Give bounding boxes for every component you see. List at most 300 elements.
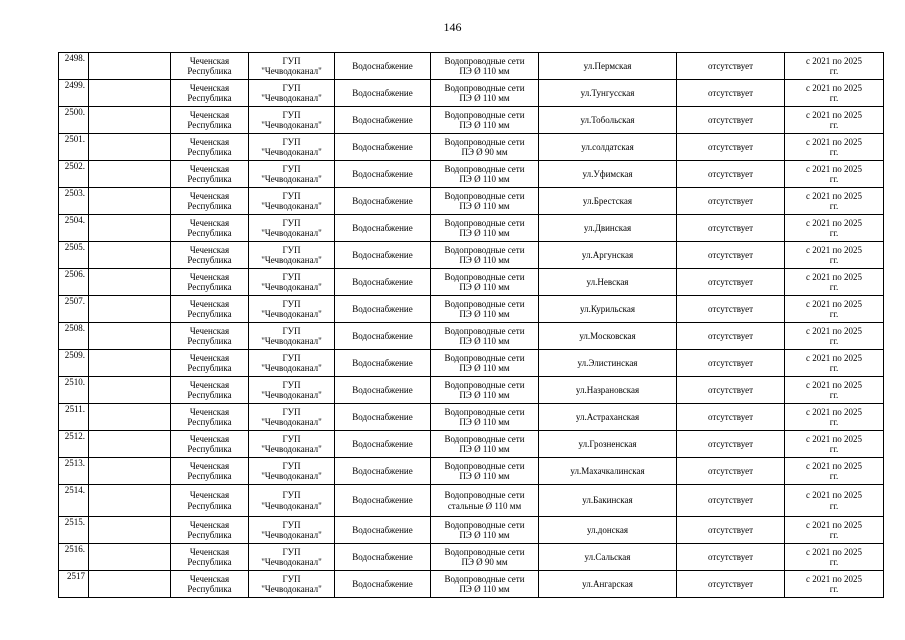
street-cell: ул.Махачкалинская (539, 458, 677, 485)
object-cell-line-2: ПЭ Ø 110 мм (459, 471, 510, 481)
period-cell (785, 458, 884, 485)
object-cell (431, 215, 539, 242)
service-cell: Водоснабжение (335, 161, 431, 188)
object-cell-line-2: ПЭ Ø 110 мм (459, 444, 510, 454)
region-cell (171, 215, 249, 242)
period-cell-line-2: гг. (829, 417, 839, 427)
object-cell (431, 161, 539, 188)
status-cell: отсутствует (677, 485, 785, 517)
empty-cell (89, 517, 171, 544)
organization-cell-line-2: "Чечводоканал" (261, 444, 322, 454)
row-number-cell: 2515. (59, 517, 89, 544)
region-cell (171, 107, 249, 134)
period-cell-line-1: с 2021 по 2025 (805, 573, 863, 584)
service-cell: Водоснабжение (335, 242, 431, 269)
object-cell-line-2: ПЭ Ø 110 мм (459, 363, 510, 373)
street-cell: ул.Бакинская (539, 485, 677, 517)
organization-cell (249, 323, 335, 350)
row-number-cell: 2508. (59, 323, 89, 350)
object-cell-line-2: ПЭ Ø 110 мм (459, 174, 510, 184)
table-row (59, 215, 884, 242)
empty-cell (89, 571, 171, 598)
region-cell-line-1: Чеченская (189, 406, 230, 417)
object-cell-line-1: Водопроводные сети (444, 433, 525, 444)
object-cell-line-1: Водопроводные сети (444, 573, 525, 584)
organization-cell-line-2: "Чечводоканал" (261, 228, 322, 238)
organization-cell-line-1: ГУП (282, 460, 301, 471)
organization-cell-line-1: ГУП (282, 352, 301, 363)
status-cell: отсутствует (677, 377, 785, 404)
region-cell (171, 485, 249, 517)
object-cell (431, 107, 539, 134)
empty-cell (89, 269, 171, 296)
region-cell-line-1: Чеченская (189, 379, 230, 390)
street-cell: ул.Московская (539, 323, 677, 350)
service-cell: Водоснабжение (335, 350, 431, 377)
table-row (59, 188, 884, 215)
period-cell (785, 107, 884, 134)
organization-cell (249, 350, 335, 377)
object-cell-line-1: Водопроводные сети (444, 352, 525, 363)
region-cell-line-1: Чеченская (189, 298, 230, 309)
organization-cell (249, 53, 335, 80)
region-cell (171, 53, 249, 80)
period-cell-line-1: с 2021 по 2025 (805, 271, 863, 282)
region-cell-line-2: Республика (187, 530, 232, 540)
empty-cell (89, 80, 171, 107)
empty-cell (89, 544, 171, 571)
organization-cell-line-2: "Чечводоканал" (261, 390, 322, 400)
region-cell-line-2: Республика (187, 228, 232, 238)
street-cell: ул.Брестская (539, 188, 677, 215)
region-cell-line-1: Чеченская (189, 573, 230, 584)
street-cell: ул.Пермская (539, 53, 677, 80)
object-cell-line-1: Водопроводные сети (444, 55, 525, 66)
organization-cell-line-2: "Чечводоканал" (261, 282, 322, 292)
organization-cell-line-1: ГУП (282, 217, 301, 228)
organization-cell (249, 80, 335, 107)
period-cell-line-1: с 2021 по 2025 (805, 136, 863, 147)
row-number-cell: 2511. (59, 404, 89, 431)
status-cell: отсутствует (677, 571, 785, 598)
period-cell-line-1: с 2021 по 2025 (805, 519, 863, 530)
organization-cell-line-1: ГУП (282, 325, 301, 336)
organization-cell-line-2: "Чечводоканал" (261, 500, 322, 511)
object-cell-line-1: Водопроводные сети (444, 406, 525, 417)
row-number-cell: 2501. (59, 134, 89, 161)
object-cell-line-2: ПЭ Ø 90 мм (461, 147, 508, 157)
status-cell: отсутствует (677, 53, 785, 80)
period-cell (785, 134, 884, 161)
period-cell (785, 188, 884, 215)
object-cell (431, 544, 539, 571)
object-cell (431, 296, 539, 323)
table-row (59, 161, 884, 188)
region-cell-line-2: Республика (187, 584, 232, 594)
region-cell (171, 269, 249, 296)
period-cell (785, 242, 884, 269)
region-cell (171, 404, 249, 431)
service-cell: Водоснабжение (335, 296, 431, 323)
organization-cell (249, 485, 335, 517)
period-cell-line-2: гг. (829, 255, 839, 265)
object-cell-line-1: Водопроводные сети (444, 82, 525, 93)
row-number-cell: 2500. (59, 107, 89, 134)
organization-cell-line-2: "Чечводоканал" (261, 584, 322, 594)
period-cell-line-2: гг. (829, 282, 839, 292)
region-cell-line-2: Республика (187, 471, 232, 481)
period-cell (785, 404, 884, 431)
period-cell (785, 571, 884, 598)
region-cell-line-2: Республика (187, 201, 232, 211)
region-cell-line-1: Чеченская (189, 136, 230, 147)
period-cell-line-2: гг. (829, 93, 839, 103)
period-cell-line-2: гг. (829, 584, 839, 594)
service-cell: Водоснабжение (335, 215, 431, 242)
region-cell-line-2: Республика (187, 174, 232, 184)
object-cell-line-2: ПЭ Ø 110 мм (459, 309, 510, 319)
organization-cell-line-2: "Чечводоканал" (261, 147, 322, 157)
object-cell (431, 431, 539, 458)
service-cell: Водоснабжение (335, 571, 431, 598)
organization-cell-line-1: ГУП (282, 298, 301, 309)
period-cell-line-2: гг. (829, 471, 839, 481)
object-cell (431, 404, 539, 431)
street-cell: ул.Курильская (539, 296, 677, 323)
organization-cell-line-2: "Чечводоканал" (261, 363, 322, 373)
period-cell-line-2: гг. (829, 390, 839, 400)
period-cell-line-1: с 2021 по 2025 (805, 460, 863, 471)
object-cell (431, 350, 539, 377)
object-cell-line-2: ПЭ Ø 110 мм (459, 336, 510, 346)
service-cell: Водоснабжение (335, 377, 431, 404)
region-cell-line-1: Чеченская (189, 190, 230, 201)
period-cell-line-2: гг. (829, 120, 839, 130)
object-cell-line-2: ПЭ Ø 110 мм (459, 201, 510, 211)
region-cell-line-1: Чеченская (189, 163, 230, 174)
service-cell: Водоснабжение (335, 404, 431, 431)
street-cell: ул.Аргунская (539, 242, 677, 269)
organization-cell (249, 571, 335, 598)
period-cell-line-2: гг. (829, 201, 839, 211)
street-cell: ул.Невская (539, 269, 677, 296)
empty-cell (89, 323, 171, 350)
organization-cell-line-2: "Чечводоканал" (261, 557, 322, 567)
row-number-cell: 2510. (59, 377, 89, 404)
status-cell: отсутствует (677, 161, 785, 188)
street-cell: ул.Сальская (539, 544, 677, 571)
region-cell-line-2: Республика (187, 444, 232, 454)
period-cell-line-2: гг. (829, 147, 839, 157)
period-cell-line-2: гг. (829, 336, 839, 346)
region-cell (171, 544, 249, 571)
region-cell-line-1: Чеченская (189, 217, 230, 228)
row-number-cell: 2505. (59, 242, 89, 269)
empty-cell (89, 458, 171, 485)
status-cell: отсутствует (677, 269, 785, 296)
service-cell: Водоснабжение (335, 107, 431, 134)
object-cell-line-2: ПЭ Ø 110 мм (459, 390, 510, 400)
object-cell (431, 188, 539, 215)
object-cell-line-2: ПЭ Ø 110 мм (459, 93, 510, 103)
organization-cell-line-2: "Чечводоканал" (261, 530, 322, 540)
object-cell (431, 53, 539, 80)
row-number-cell: 2513. (59, 458, 89, 485)
organization-cell (249, 377, 335, 404)
row-number-cell: 2516. (59, 544, 89, 571)
object-cell-line-1: Водопроводные сети (444, 136, 525, 147)
period-cell-line-1: с 2021 по 2025 (805, 190, 863, 201)
region-cell-line-2: Республика (187, 255, 232, 265)
row-number-cell: 2503. (59, 188, 89, 215)
region-cell-line-2: Республика (187, 500, 232, 511)
period-cell (785, 517, 884, 544)
empty-cell (89, 485, 171, 517)
status-cell: отсутствует (677, 431, 785, 458)
table-row (59, 269, 884, 296)
period-cell-line-2: гг. (829, 530, 839, 540)
period-cell-line-2: гг. (829, 363, 839, 373)
organization-cell-line-1: ГУП (282, 519, 301, 530)
period-cell-line-1: с 2021 по 2025 (805, 298, 863, 309)
status-cell: отсутствует (677, 107, 785, 134)
object-cell-line-2: ПЭ Ø 110 мм (459, 530, 510, 540)
row-number-cell: 2502. (59, 161, 89, 188)
organization-cell-line-2: "Чечводоканал" (261, 120, 322, 130)
status-cell: отсутствует (677, 215, 785, 242)
organization-cell (249, 544, 335, 571)
row-number-cell: 2507. (59, 296, 89, 323)
region-cell-line-2: Республика (187, 147, 232, 157)
organization-cell (249, 269, 335, 296)
table-row (59, 242, 884, 269)
table-row (59, 296, 884, 323)
region-cell (171, 571, 249, 598)
region-cell-line-2: Республика (187, 66, 232, 76)
empty-cell (89, 242, 171, 269)
table-row (59, 53, 884, 80)
region-cell (171, 458, 249, 485)
empty-cell (89, 404, 171, 431)
period-cell (785, 544, 884, 571)
organization-cell-line-1: ГУП (282, 433, 301, 444)
region-cell-line-2: Республика (187, 417, 232, 427)
organization-cell-line-1: ГУП (282, 271, 301, 282)
status-cell: отсутствует (677, 458, 785, 485)
period-cell-line-2: гг. (829, 444, 839, 454)
organization-cell-line-2: "Чечводоканал" (261, 255, 322, 265)
region-cell-line-1: Чеченская (189, 519, 230, 530)
table-row (59, 458, 884, 485)
object-cell-line-1: Водопроводные сети (444, 460, 525, 471)
region-cell-line-2: Республика (187, 557, 232, 567)
table-row (59, 544, 884, 571)
empty-cell (89, 134, 171, 161)
object-cell-line-1: Водопроводные сети (444, 298, 525, 309)
empty-cell (89, 350, 171, 377)
region-cell-line-2: Республика (187, 93, 232, 103)
period-cell-line-2: гг. (829, 309, 839, 319)
organization-cell (249, 242, 335, 269)
street-cell: ул.Уфимская (539, 161, 677, 188)
organization-cell (249, 134, 335, 161)
region-cell-line-2: Республика (187, 363, 232, 373)
period-cell (785, 215, 884, 242)
organization-cell (249, 107, 335, 134)
object-cell (431, 269, 539, 296)
period-cell (785, 269, 884, 296)
service-cell: Водоснабжение (335, 517, 431, 544)
row-number-cell: 2509. (59, 350, 89, 377)
row-number-cell: 2512. (59, 431, 89, 458)
period-cell-line-1: с 2021 по 2025 (805, 244, 863, 255)
service-cell: Водоснабжение (335, 544, 431, 571)
period-cell-line-1: с 2021 по 2025 (805, 406, 863, 417)
street-cell: ул.Назрановская (539, 377, 677, 404)
period-cell-line-1: с 2021 по 2025 (805, 163, 863, 174)
object-cell-line-2: ПЭ Ø 110 мм (459, 120, 510, 130)
object-cell-line-2: стальные Ø 110 мм (447, 500, 522, 511)
organization-cell-line-2: "Чечводоканал" (261, 336, 322, 346)
period-cell-line-2: гг. (829, 557, 839, 567)
registry-table (58, 52, 884, 598)
organization-cell-line-1: ГУП (282, 546, 301, 557)
table-row (59, 350, 884, 377)
service-cell: Водоснабжение (335, 269, 431, 296)
organization-cell (249, 215, 335, 242)
table-row (59, 485, 884, 517)
period-cell-line-1: с 2021 по 2025 (805, 55, 863, 66)
region-cell (171, 80, 249, 107)
organization-cell (249, 404, 335, 431)
street-cell: ул.Астраханская (539, 404, 677, 431)
region-cell (171, 242, 249, 269)
street-cell: ул.Тунгусская (539, 80, 677, 107)
organization-cell-line-2: "Чечводоканал" (261, 201, 322, 211)
organization-cell (249, 161, 335, 188)
object-cell (431, 242, 539, 269)
period-cell (785, 485, 884, 517)
region-cell (171, 517, 249, 544)
organization-cell-line-1: ГУП (282, 573, 301, 584)
table-row (59, 134, 884, 161)
status-cell: отсутствует (677, 188, 785, 215)
empty-cell (89, 215, 171, 242)
period-cell (785, 323, 884, 350)
region-cell-line-1: Чеченская (189, 109, 230, 120)
organization-cell-line-1: ГУП (282, 379, 301, 390)
region-cell (171, 296, 249, 323)
status-cell: отсутствует (677, 296, 785, 323)
period-cell-line-1: с 2021 по 2025 (805, 109, 863, 120)
table-row (59, 571, 884, 598)
row-number-cell: 2506. (59, 269, 89, 296)
empty-cell (89, 107, 171, 134)
period-cell-line-2: гг. (829, 174, 839, 184)
object-cell-line-1: Водопроводные сети (444, 109, 525, 120)
object-cell (431, 517, 539, 544)
object-cell-line-1: Водопроводные сети (444, 325, 525, 336)
region-cell-line-1: Чеченская (189, 82, 230, 93)
organization-cell-line-2: "Чечводоканал" (261, 66, 322, 76)
period-cell (785, 161, 884, 188)
row-number-cell: 2517 (59, 571, 89, 598)
object-cell-line-2: ПЭ Ø 110 мм (459, 584, 510, 594)
period-cell-line-1: с 2021 по 2025 (805, 379, 863, 390)
organization-cell-line-2: "Чечводоканал" (261, 309, 322, 319)
period-cell-line-2: гг. (829, 500, 839, 511)
region-cell (171, 161, 249, 188)
object-cell-line-2: ПЭ Ø 110 мм (459, 228, 510, 238)
service-cell: Водоснабжение (335, 80, 431, 107)
object-cell-line-1: Водопроводные сети (444, 244, 525, 255)
object-cell (431, 377, 539, 404)
period-cell-line-1: с 2021 по 2025 (805, 490, 863, 500)
object-cell-line-1: Водопроводные сети (444, 217, 525, 228)
object-cell-line-1: Водопроводные сети (444, 163, 525, 174)
period-cell (785, 296, 884, 323)
region-cell-line-1: Чеченская (189, 490, 230, 500)
empty-cell (89, 161, 171, 188)
period-cell-line-1: с 2021 по 2025 (805, 325, 863, 336)
organization-cell-line-1: ГУП (282, 109, 301, 120)
period-cell-line-2: гг. (829, 66, 839, 76)
row-number-cell: 2514. (59, 485, 89, 517)
organization-cell-line-1: ГУП (282, 55, 301, 66)
street-cell: ул.донская (539, 517, 677, 544)
object-cell-line-2: ПЭ Ø 90 мм (461, 557, 508, 567)
service-cell: Водоснабжение (335, 188, 431, 215)
region-cell (171, 431, 249, 458)
period-cell (785, 80, 884, 107)
table-row (59, 107, 884, 134)
table-row (59, 377, 884, 404)
organization-cell (249, 458, 335, 485)
period-cell-line-1: с 2021 по 2025 (805, 82, 863, 93)
organization-cell-line-1: ГУП (282, 163, 301, 174)
status-cell: отсутствует (677, 350, 785, 377)
region-cell-line-2: Республика (187, 336, 232, 346)
object-cell-line-1: Водопроводные сети (444, 546, 525, 557)
period-cell (785, 431, 884, 458)
region-cell-line-2: Республика (187, 390, 232, 400)
object-cell-line-2: ПЭ Ø 110 мм (459, 282, 510, 292)
object-cell-line-1: Водопроводные сети (444, 519, 525, 530)
object-cell (431, 458, 539, 485)
region-cell-line-2: Республика (187, 309, 232, 319)
status-cell: отсутствует (677, 323, 785, 350)
period-cell-line-1: с 2021 по 2025 (805, 217, 863, 228)
object-cell-line-2: ПЭ Ø 110 мм (459, 255, 510, 265)
region-cell-line-1: Чеченская (189, 433, 230, 444)
service-cell: Водоснабжение (335, 134, 431, 161)
service-cell: Водоснабжение (335, 485, 431, 517)
street-cell: ул.Двинская (539, 215, 677, 242)
street-cell: ул.Элистинская (539, 350, 677, 377)
street-cell: ул.Тобольская (539, 107, 677, 134)
status-cell: отсутствует (677, 134, 785, 161)
object-cell (431, 80, 539, 107)
region-cell-line-1: Чеченская (189, 325, 230, 336)
region-cell (171, 188, 249, 215)
organization-cell (249, 431, 335, 458)
period-cell (785, 377, 884, 404)
region-cell-line-1: Чеченская (189, 352, 230, 363)
status-cell: отсутствует (677, 80, 785, 107)
row-number-cell: 2499. (59, 80, 89, 107)
row-number-cell: 2504. (59, 215, 89, 242)
organization-cell (249, 296, 335, 323)
